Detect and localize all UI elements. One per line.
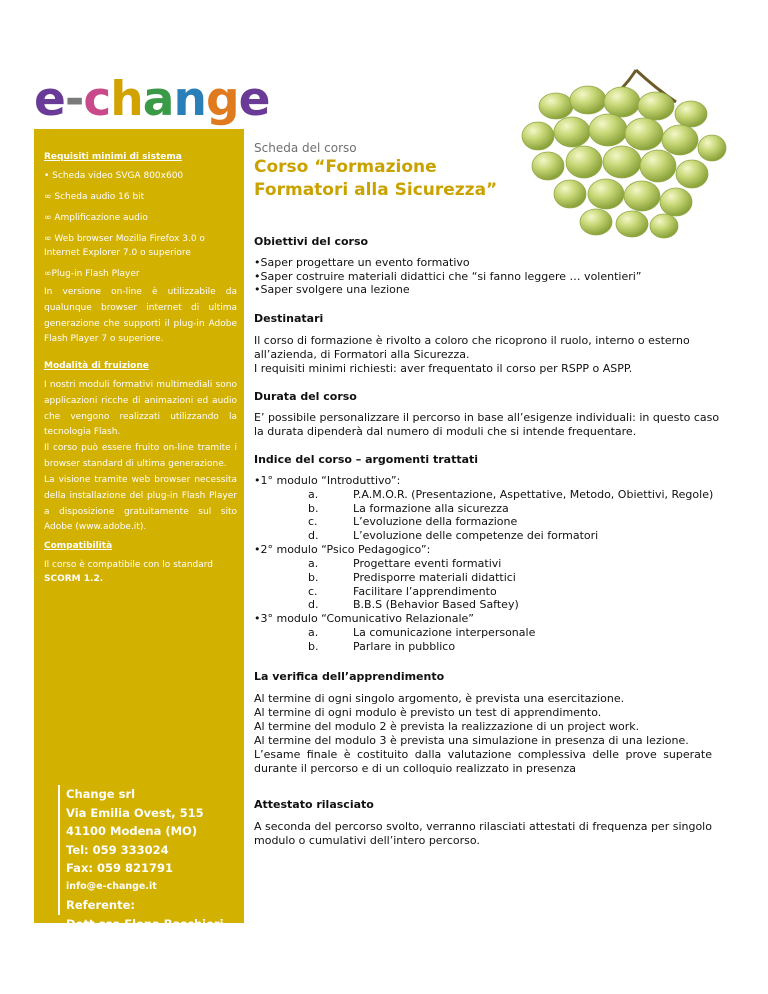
logo-letter: c — [83, 72, 111, 127]
grape — [624, 181, 660, 211]
compatibility-title: Compatibilità — [44, 541, 113, 551]
grape — [522, 122, 554, 150]
objectives-title: Obiettivi del corso — [254, 235, 369, 248]
recipients-text: all’azienda, di Formatori alla Sicurezza. — [254, 348, 470, 361]
index-title: Indice del corso – argomenti trattati — [254, 453, 479, 466]
duration-title: Durata del corso — [254, 390, 357, 403]
final-exam-text: L’esame finale è costituito dalla valutazione complessiva delle prove superate durante il percorso e di un colloquio realizzato in presenza — [254, 748, 712, 775]
recipients-text: I requisiti minimi richiesti: aver frequentato il corso per RSPP o ASPP. — [254, 362, 633, 375]
grape — [589, 114, 627, 146]
logo-letter: a — [142, 72, 174, 127]
grape — [554, 180, 586, 208]
grape — [603, 146, 641, 178]
grape — [638, 92, 674, 120]
logo-letter: e — [238, 72, 270, 127]
grape — [588, 179, 624, 209]
grape — [660, 188, 692, 216]
verification-text: Al termine del modulo 2 è prevista la realizzazione di un project work. — [254, 720, 640, 733]
fruition-text: I nostri moduli formativi multimediali sono applicazioni ricche di animazioni ed audio che vengono realizzati utilizzando la tecnologia Flash. — [44, 380, 237, 438]
city: 41100 Modena (MO) — [66, 824, 198, 838]
referent-name: Dott.ssa Elena Baschieri — [66, 916, 224, 931]
duration-text: E’ possibile personalizzare il percorso in base all’esigenze individuali: in questo caso — [254, 411, 720, 424]
grape — [650, 214, 678, 238]
fruition-text-3: La visione tramite web browser necessita della installazione del plug-in Flash Player a disposizione gratuitamente sul sito Adobe (www.adobe.it). — [44, 475, 237, 533]
certificate-title: Attestato rilasciato — [254, 798, 374, 811]
requirement-item: ∞ Scheda audio 16 bit — [44, 192, 145, 202]
grape — [532, 152, 564, 180]
recipients-title: Destinatari — [254, 312, 324, 325]
module-2: •2° modulo “Psico Pedagogico”: — [254, 543, 431, 556]
phone: Tel: 059 333024 — [66, 842, 169, 857]
objective-item: •Saper progettare un evento formativo — [254, 256, 470, 269]
module-3: •3° modulo “Comunicativo Relazionale” — [254, 612, 474, 625]
verification-text: Al termine del modulo 3 è prevista una simulazione in presenza di una lezione. — [254, 734, 689, 747]
grape — [554, 117, 590, 147]
objective-item: •Saper svolgere una lezione — [254, 283, 410, 296]
module-1: •1° modulo “Introduttivo”: — [254, 474, 401, 487]
course-kicker: Scheda del corso — [254, 141, 357, 155]
grape — [566, 146, 602, 178]
certificate-text: modulo o cumulativi dell’intero percorso. — [254, 834, 480, 847]
grape — [698, 135, 726, 161]
email-link[interactable]: info@e-change.it — [66, 880, 157, 892]
certificate-text: A seconda del percorso svolto, verranno rilasciati attestati di frequenza per singolo — [254, 820, 712, 833]
grape — [625, 118, 663, 150]
grape — [640, 150, 676, 182]
requirement-item: Internet Explorer 7.0 o superiore — [44, 248, 191, 258]
logo-letter: g — [205, 72, 239, 127]
fruition-text-2: Il corso può essere fruito on-line tramite i browser standard di ultima generazione. — [44, 443, 237, 469]
logo-letter: - — [64, 72, 84, 127]
logo-letter: n — [173, 72, 206, 127]
course-title-line-1: Corso “Formazione — [254, 157, 437, 177]
duration-text: la durata dipenderà dal numero di moduli che si intende frequentare. — [254, 425, 637, 438]
grape — [675, 101, 707, 127]
grape — [570, 86, 606, 114]
logo-letter: e — [34, 72, 65, 127]
verification-text: Al termine di ogni singolo argomento, è prevista una esercitazione. — [254, 692, 625, 705]
grape — [580, 209, 612, 235]
referent-label: Referente: — [66, 898, 136, 912]
contact-block — [58, 785, 224, 931]
e-change-logo — [34, 70, 269, 130]
requirement-item: ∞Plug-in Flash Player — [44, 269, 140, 279]
grape — [604, 87, 640, 117]
requirement-item: ∞ Web browser Mozilla Firefox 3.0 o — [44, 234, 205, 244]
requirement-item: ∞ Amplificazione audio — [44, 213, 148, 223]
grapes-image — [486, 66, 748, 246]
requirements-title: Requisiti minimi di sistema — [44, 152, 182, 162]
grape — [662, 125, 698, 155]
fax: Fax: 059 821791 — [66, 861, 173, 875]
grape — [539, 93, 573, 119]
grape — [616, 211, 648, 237]
course-title — [254, 156, 497, 202]
compatibility-text: Il corso è compatibile con lo standard — [44, 560, 214, 570]
grape — [676, 160, 708, 188]
sidebar — [34, 129, 244, 931]
verification-text: Al termine di ogni modulo è previsto un test di apprendimento. — [254, 706, 602, 719]
company-name: Change srl — [66, 787, 136, 801]
objective-item: •Saper costruire materiali didattici che “si fanno leggere … volentieri” — [254, 270, 642, 283]
online-description: In versione on-line è utilizzabile da qualunque browser internet di ultima generazione che supporti il plug-in Adobe Flash Player 7 o superiore. — [44, 287, 237, 345]
logo-letter: h — [110, 72, 143, 127]
address: Via Emilia Ovest, 515 — [66, 805, 204, 820]
requirement-item: • Scheda video SVGA 800x600 — [44, 171, 184, 181]
recipients-text: Il corso di formazione è rivolto a coloro che ricoprono il ruolo, interno o esterno — [254, 334, 690, 347]
compatibility-standard: SCORM 1.2. — [44, 574, 104, 584]
course-title-line-2: Formatori alla Sicurezza” — [254, 180, 498, 200]
fruition-title: Modalità di fruizione — [44, 361, 149, 371]
verification-title: La verifica dell’apprendimento — [254, 670, 445, 683]
